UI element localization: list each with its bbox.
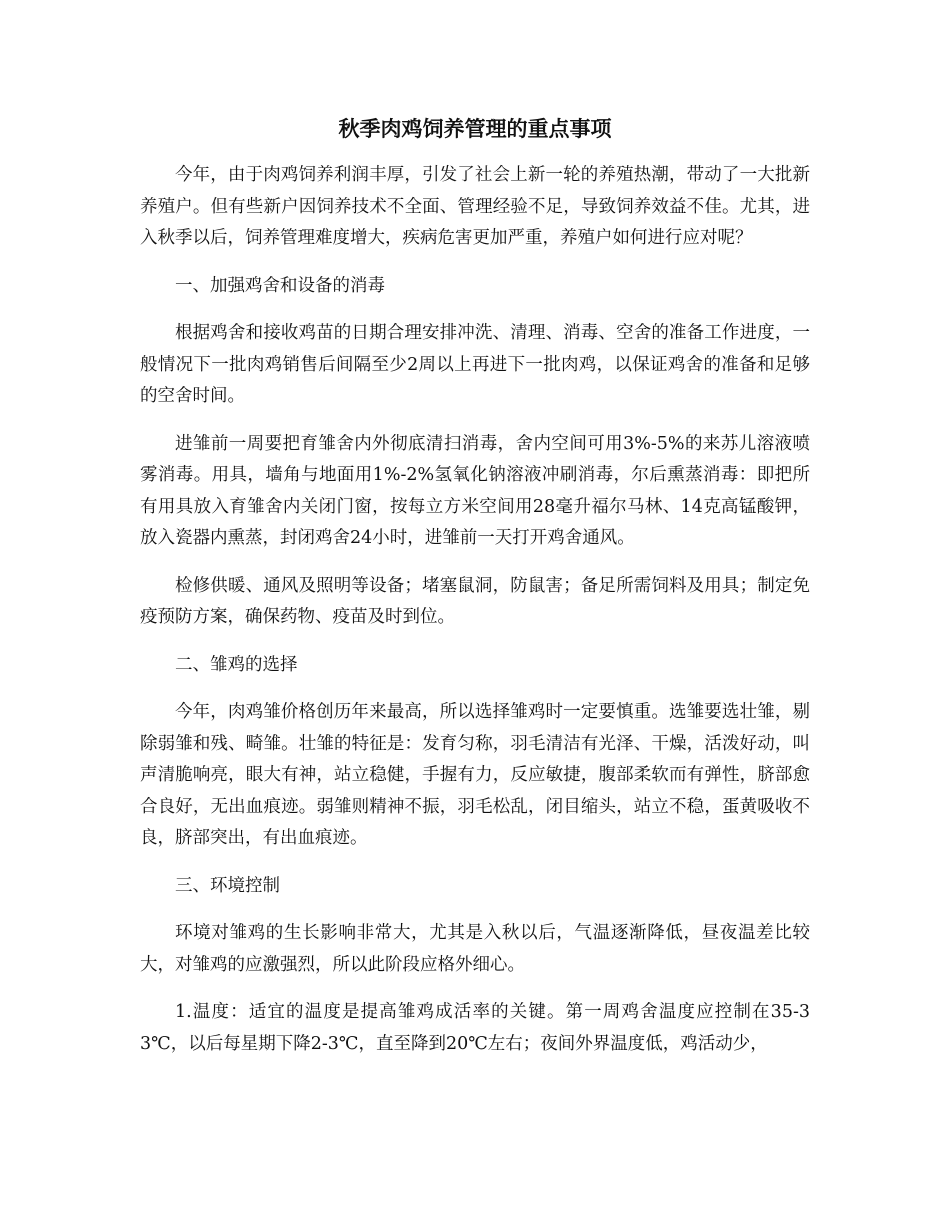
section-heading-environment: 三、环境控制 <box>175 875 280 896</box>
paragraph-environment: 环境对雏鸡的生长影响非常大，尤其是入秋以后，气温逐渐降低，昼夜温差比较大，对雏鸡的应激强烈，所以此阶段应格外细心。 <box>140 923 810 975</box>
section-heading-disinfection: 一、加强鸡舍和设备的消毒 <box>175 275 385 296</box>
paragraph-equipment-check: 检修供暖、通风及照明等设备；堵塞鼠洞，防鼠害；备足所需饲料及用具；制定免疫预防方案，确保药物、疫苗及时到位。 <box>140 575 810 627</box>
document-page <box>140 112 810 1076</box>
paragraph-temperature: 1.温度：适宜的温度是提高雏鸡成活率的关键。第一周鸡舍温度应控制在35-33℃，以后每星期下降2-3℃，直至降到20℃左右；夜间外界温度低，鸡活动少， <box>140 1002 810 1054</box>
section-heading-chick-selection: 二、雏鸡的选择 <box>175 654 298 675</box>
paragraph-house-preparation: 根据鸡舍和接收鸡苗的日期合理安排冲洗、清理、消毒、空舍的准备工作进度，一般情况下一批肉鸡销售后间隔至少2周以上再进下一批肉鸡，以保证鸡舍的准备和足够的空舍时间。 <box>140 323 810 406</box>
document-title: 秋季肉鸡饲养管理的重点事项 <box>338 117 612 141</box>
intro-paragraph: 今年，由于肉鸡饲养利润丰厚，引发了社会上新一轮的养殖热潮，带动了一大批新养殖户。但有些新户因饲养技术不全面、管理经验不足，导致饲养效益不佳。尤其，进入秋季以后，饲养管理难度增大，疾病危害更加严重，养殖户如何进行应对呢？ <box>140 165 810 248</box>
paragraph-disinfection-method: 进雏前一周要把育雏舍内外彻底清扫消毒，舍内空间可用3%-5%的来苏儿溶液喷雾消毒。用具，墙角与地面用1%-2%氢氧化钠溶液冲刷消毒，尔后熏蒸消毒：即把所有用具放入育雏舍内关闭门窗，按每立方米空间用28毫升福尔马林、14克高锰酸钾，放入瓷器内熏蒸，封闭鸡舍24小时，进雏前一天打开鸡舍通风。 <box>140 433 810 548</box>
paragraph-chick-selection: 今年，肉鸡雏价格创历年来最高，所以选择雏鸡时一定要慎重。选雏要选壮雏，剔除弱雏和残、畸雏。壮雏的特征是：发育匀称，羽毛清洁有光泽、干燥，活泼好动，叫声清脆响亮，眼大有神，站立稳健，手握有力，反应敏捷，腹部柔软而有弹性，脐部愈合良好，无出血痕迹。弱雏则精神不振，羽毛松乱，闭目缩头，站立不稳，蛋黄吸收不良，脐部突出，有出血痕迹。 <box>140 702 810 848</box>
